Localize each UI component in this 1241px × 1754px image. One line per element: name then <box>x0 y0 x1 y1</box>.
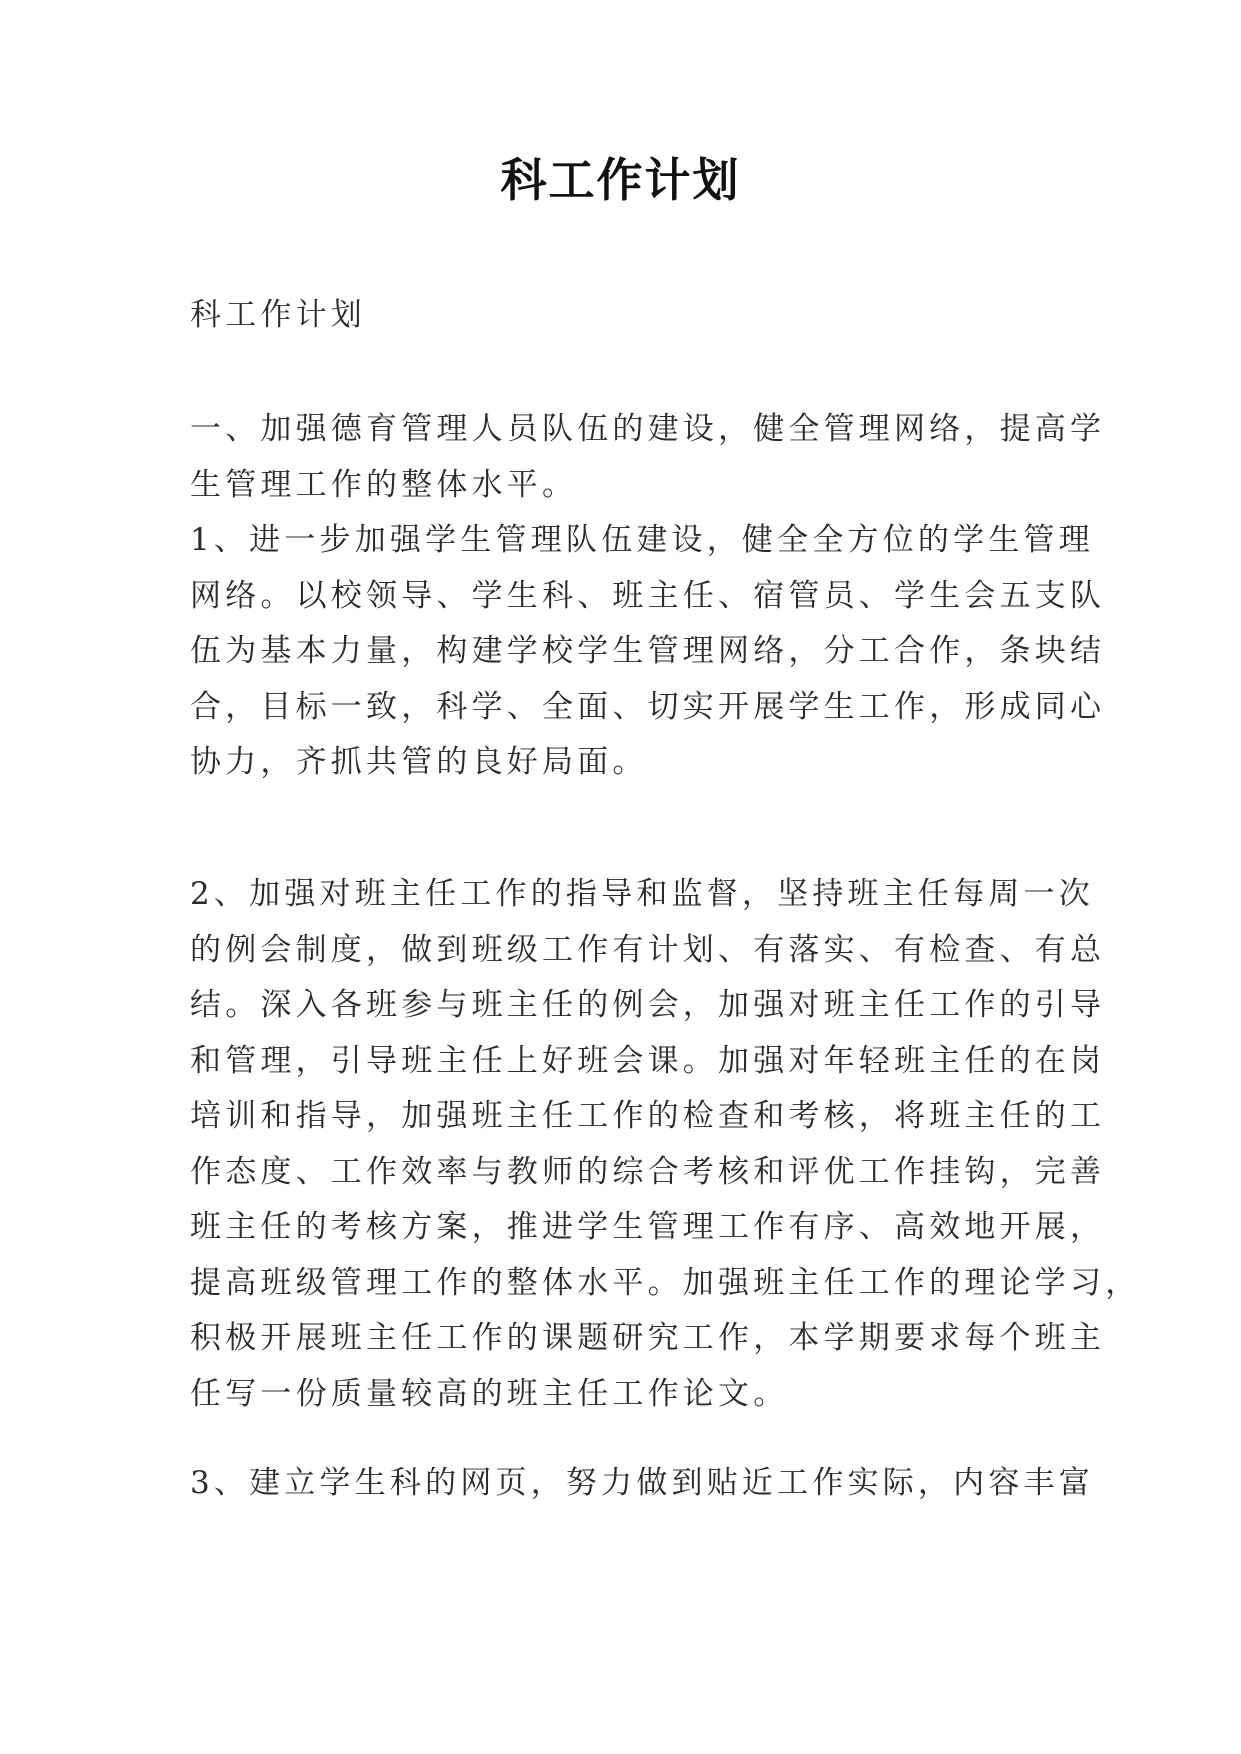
text-line: 作态度、工作效率与教师的综合考核和评优工作挂钩，完善 <box>190 1153 1106 1190</box>
text-line: 结。深入各班参与班主任的例会，加强对班主任工作的引导 <box>190 987 1106 1023</box>
text-line: 合，目标一致，科学、全面、切实开展学生工作，形成同心 <box>190 688 1106 725</box>
text-line: 伍为基本力量，构建学校学生管理网络，分工合作，条块结 <box>190 633 1106 669</box>
text-line: 任写一份质量较高的班主任工作论文。 <box>190 1375 789 1412</box>
text-line: 一、加强德育管理人员队伍的建设，健全管理网络，提高学 <box>190 411 1106 447</box>
text-line: 培训和指导，加强班主任工作的检查和考核，将班主任的工 <box>190 1098 1106 1134</box>
section-heading-1 <box>190 402 1106 513</box>
text-line: 3、建立学生科的网页，努力做到贴近工作实际，内容丰富 <box>190 1465 1094 1501</box>
text-line: 积极开展班主任工作的课题研究工作，本学期要求每个班主 <box>190 1320 1106 1356</box>
text-line: 班主任的考核方案，推进学生管理工作有序、高效地开展， <box>190 1209 1106 1245</box>
text-line: 协力，齐抓共管的良好局面。 <box>190 744 648 780</box>
text-line: 1、进一步加强学生管理队伍建设，健全全方位的学生管理 <box>190 522 1094 558</box>
paragraph-item-2 <box>190 867 1141 1422</box>
text-line: 提高班级管理工作的整体水平。加强班主任工作的理论学习， <box>190 1264 1141 1301</box>
document-title: 科工作计划 <box>500 153 741 207</box>
paragraph-item-1 <box>190 513 1106 791</box>
text-line: 的例会制度，做到班级工作有计划、有落实、有检查、有总 <box>190 931 1106 968</box>
text-line: 2、加强对班主任工作的指导和监督，坚持班主任每周一次 <box>190 876 1094 912</box>
paragraph-item-3 <box>190 1456 1094 1512</box>
text-line: 生管理工作的整体水平。 <box>190 466 578 503</box>
text-line: 和管理，引导班主任上好班会课。加强对年轻班主任的在岗 <box>190 1042 1106 1079</box>
text-line: 网络。以校领导、学生科、班主任、宿管员、学生会五支队 <box>190 577 1106 614</box>
document-subtitle: 科工作计划 <box>190 297 366 333</box>
